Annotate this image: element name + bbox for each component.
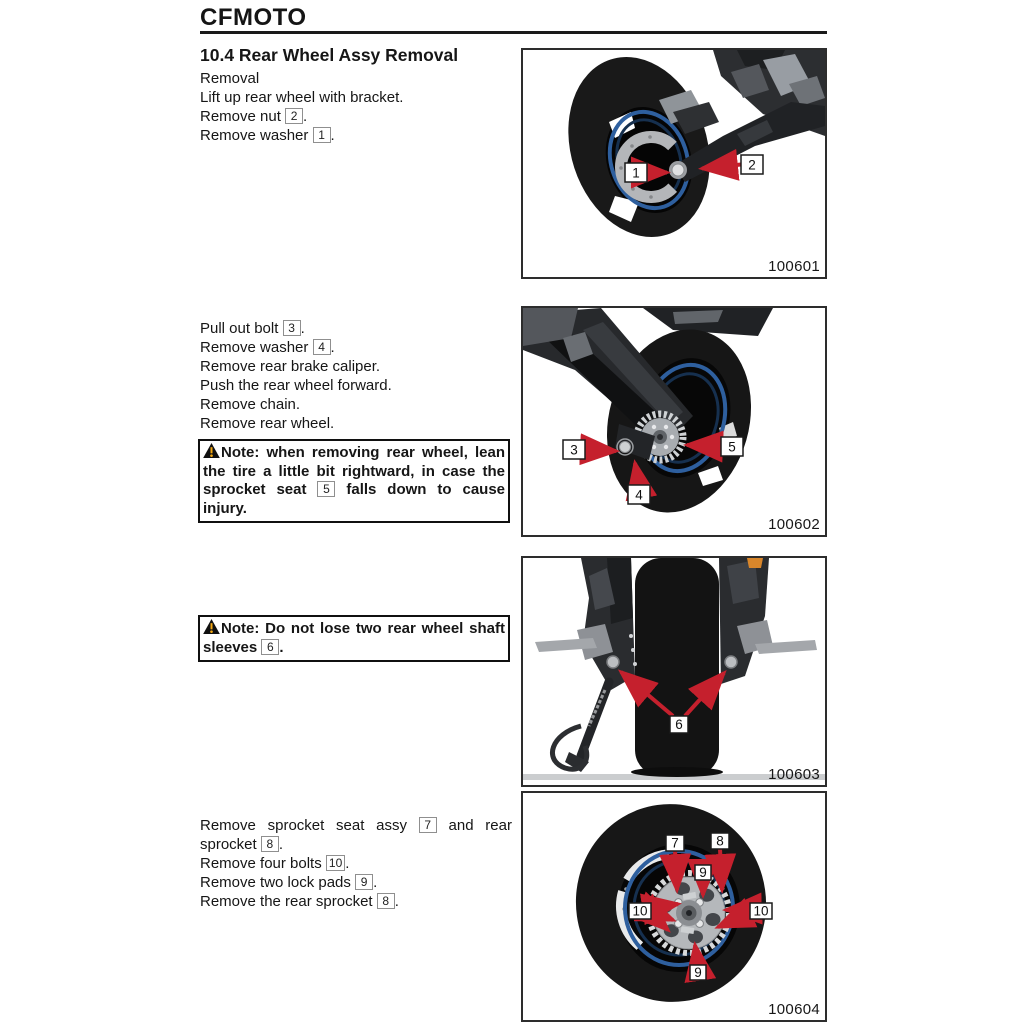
ref-box: 3 <box>283 320 301 336</box>
step-text: Pull out bolt <box>200 320 283 337</box>
figure-100604-illustration <box>523 793 825 1020</box>
figure-number: 100603 <box>768 766 820 783</box>
warning-icon <box>203 619 220 634</box>
ref-box: 2 <box>285 108 303 124</box>
callout-label: 10 <box>632 903 648 919</box>
step-line <box>200 88 512 107</box>
note-text: falls down to cause injury. <box>203 481 506 517</box>
step-line <box>200 126 512 145</box>
rear-tire <box>631 558 723 777</box>
brand-logo: CFMOTO <box>200 4 307 31</box>
step-text: Remove two lock pads <box>200 874 356 891</box>
ref-box: 5 <box>317 481 335 497</box>
ref-box: 1 <box>313 127 331 143</box>
section-title: 10.4 Rear Wheel Assy Removal <box>200 45 459 65</box>
step-text: Push the rear wheel forward. <box>200 377 392 394</box>
step-text: Removal <box>200 70 260 87</box>
step-text: . <box>345 855 350 872</box>
step-text: Remove washer <box>200 127 313 144</box>
callout-label: 10 <box>753 903 769 919</box>
axle-nut <box>669 161 687 179</box>
step-text: . <box>330 339 335 356</box>
step-line <box>200 892 512 911</box>
callout-label: 2 <box>748 157 756 173</box>
callout-arrow <box>687 445 721 447</box>
right-assembly <box>719 558 817 684</box>
callout-label: 9 <box>699 865 707 880</box>
step-text: . <box>278 836 284 853</box>
callout-label: 7 <box>671 835 679 851</box>
note-text: Note: Do not lose two rear wheel shaft sleeves <box>203 620 505 656</box>
step-line <box>200 816 512 854</box>
note-text: . <box>279 638 284 656</box>
ref-box: 7 <box>419 817 437 833</box>
figure-number: 100604 <box>768 1001 820 1018</box>
step-line <box>200 376 512 395</box>
step-line <box>200 69 512 88</box>
step-line <box>200 854 512 873</box>
figure-100603 <box>521 556 827 787</box>
steps-block-1 <box>200 69 512 145</box>
left-assembly <box>535 558 637 772</box>
step-text: Remove nut <box>200 108 286 125</box>
callout-label: 4 <box>635 487 643 503</box>
step-text: and rear sprocket <box>200 817 512 853</box>
step-text: Remove four bolts <box>200 855 326 872</box>
step-text: Remove sprocket seat assy <box>200 817 419 834</box>
callout-arrow <box>585 450 616 452</box>
ref-box: 8 <box>261 836 279 852</box>
step-line <box>200 107 512 126</box>
ref-box: 8 <box>377 893 395 909</box>
steps-block-3 <box>200 816 512 911</box>
figure-100602 <box>521 306 827 537</box>
note-text: Note: when removing rear wheel, lean the tire a little bit rightward, in case the sprocket seat <box>203 444 505 498</box>
figure-number: 100601 <box>768 258 820 275</box>
figure-number: 100602 <box>768 516 820 533</box>
step-line <box>200 414 512 433</box>
callout-label: 9 <box>694 965 702 980</box>
step-text: . <box>330 127 335 144</box>
figure-100602-illustration <box>523 308 825 535</box>
callout-label: 3 <box>570 442 578 458</box>
callout-label: 8 <box>716 833 724 849</box>
step-text: Remove washer <box>200 339 313 356</box>
callout-label: 6 <box>675 717 683 732</box>
step-text: . <box>303 108 308 125</box>
step-line <box>200 357 512 376</box>
figure-100601-illustration <box>523 50 825 277</box>
step-line <box>200 395 512 414</box>
figure-100601 <box>521 48 827 279</box>
step-text: . <box>373 874 378 891</box>
callout-arrow <box>675 851 677 890</box>
step-text: Remove rear brake caliper. <box>200 358 381 375</box>
bodywork <box>643 308 773 336</box>
callout-arrow <box>726 909 750 910</box>
right-shaft-sleeve <box>725 656 737 668</box>
callout-label: 5 <box>728 439 736 455</box>
warning-icon <box>203 443 220 458</box>
step-text: Lift up rear wheel with bracket. <box>200 89 404 106</box>
step-line <box>200 319 512 338</box>
steps-block-2 <box>200 319 512 433</box>
note-box-removal-warning <box>198 439 510 523</box>
header-rule <box>200 31 827 34</box>
step-text: . <box>394 893 399 910</box>
step-line <box>200 873 512 892</box>
step-text: . <box>300 320 305 337</box>
figure-100604 <box>521 791 827 1022</box>
callout-label: 1 <box>632 165 640 181</box>
ref-box: 4 <box>313 339 331 355</box>
callout-arrow <box>720 849 722 890</box>
step-text: Remove chain. <box>200 396 301 413</box>
ref-box: 10 <box>326 855 345 871</box>
step-line <box>200 338 512 357</box>
ref-box: 9 <box>355 874 373 890</box>
step-text: Remove rear wheel. <box>200 415 335 432</box>
ref-box: 6 <box>261 639 279 655</box>
left-shaft-sleeve <box>607 656 619 668</box>
figure-100603-illustration <box>523 558 825 785</box>
note-box-sleeves-warning <box>198 615 510 662</box>
step-text: Remove the rear sprocket <box>200 893 377 910</box>
